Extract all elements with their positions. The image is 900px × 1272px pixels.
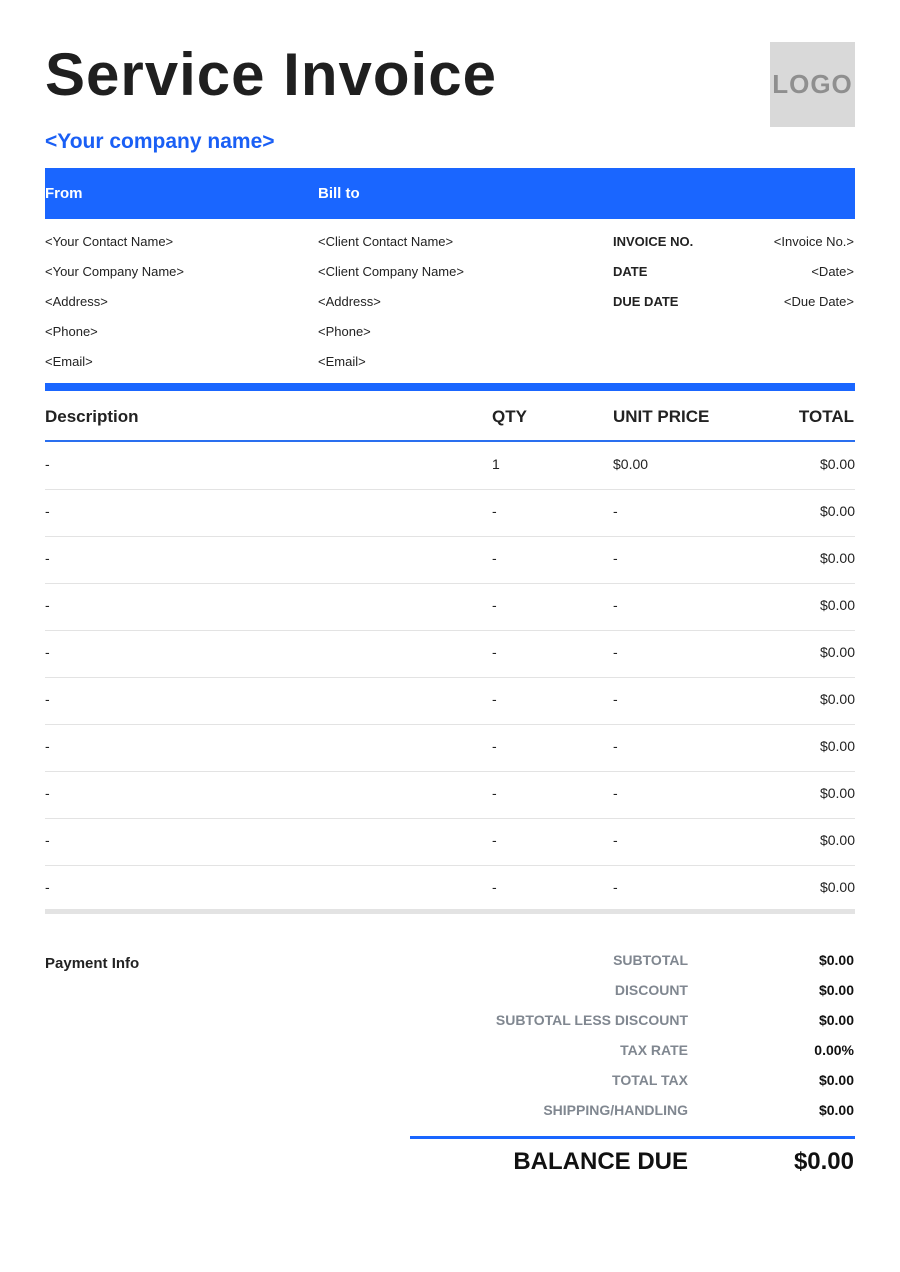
table-row (45, 865, 855, 912)
table-row (45, 677, 855, 725)
row-unit-price: - (613, 503, 618, 519)
row-unit-price: - (613, 832, 618, 848)
row-unit-price: - (613, 738, 618, 754)
row-description: - (45, 597, 50, 613)
due-date-value: <Due Date> (783, 294, 854, 309)
from-heading: From (45, 185, 83, 202)
row-qty: - (492, 597, 497, 613)
row-total: $0.00 (819, 738, 855, 754)
row-unit-price: - (613, 879, 618, 895)
payment-info-heading: Payment Info (45, 955, 140, 972)
row-qty: - (492, 879, 497, 895)
row-unit-price: - (613, 785, 618, 801)
tax-rate-label: TAX RATE (620, 1042, 688, 1058)
bill-to-phone: <Phone> (318, 324, 371, 339)
row-qty: 1 (492, 456, 500, 472)
bill-to-company: <Client Company Name> (318, 264, 464, 279)
row-qty: - (492, 644, 497, 660)
row-total: $0.00 (819, 597, 855, 613)
total-tax-label: TOTAL TAX (612, 1072, 688, 1088)
row-description: - (45, 456, 50, 472)
row-qty: - (492, 832, 497, 848)
table-row (45, 489, 855, 537)
row-total: $0.00 (819, 644, 855, 660)
subtotal-value: $0.00 (818, 952, 854, 968)
row-description: - (45, 644, 50, 660)
subtotal-label: SUBTOTAL (613, 952, 688, 968)
row-total: $0.00 (819, 456, 855, 472)
row-qty: - (492, 738, 497, 754)
row-total: $0.00 (819, 691, 855, 707)
table-bottom-divider (45, 909, 855, 914)
tax-rate-value: 0.00% (814, 1042, 854, 1058)
from-email: <Email> (45, 354, 93, 369)
row-description: - (45, 550, 50, 566)
bill-to-heading: Bill to (318, 185, 360, 202)
row-total: $0.00 (819, 785, 855, 801)
discount-value: $0.00 (818, 982, 854, 998)
row-qty: - (492, 785, 497, 801)
row-description: - (45, 738, 50, 754)
date-value: <Date> (811, 264, 854, 279)
row-qty: - (492, 550, 497, 566)
balance-due-value: $0.00 (793, 1148, 854, 1175)
shipping-handling-label: SHIPPING/HANDLING (543, 1102, 688, 1118)
row-unit-price: - (613, 644, 618, 660)
logo-placeholder: LOGO (770, 42, 855, 127)
date-label: DATE (613, 264, 648, 279)
from-address: <Address> (45, 294, 108, 309)
table-row (45, 536, 855, 584)
table-row (45, 630, 855, 678)
row-description: - (45, 785, 50, 801)
row-total: $0.00 (819, 550, 855, 566)
table-row (45, 771, 855, 819)
bill-to-address: <Address> (318, 294, 381, 309)
row-description: - (45, 832, 50, 848)
row-total: $0.00 (819, 879, 855, 895)
subtotal-less-discount-value: $0.00 (818, 1012, 854, 1028)
row-description: - (45, 691, 50, 707)
row-description: - (45, 879, 50, 895)
balance-due-label: BALANCE DUE (513, 1148, 688, 1175)
row-total: $0.00 (819, 832, 855, 848)
section-divider (45, 383, 855, 391)
party-header-bar (45, 168, 855, 219)
col-header-description: Description (45, 407, 139, 426)
due-date-label: DUE DATE (613, 294, 679, 309)
row-unit-price: - (613, 550, 618, 566)
table-row (45, 583, 855, 631)
from-phone: <Phone> (45, 324, 98, 339)
subtotal-less-discount-label: SUBTOTAL LESS DISCOUNT (495, 1012, 688, 1028)
invoice-no-value: <Invoice No.> (773, 234, 854, 249)
invoice-title: Service Invoice (45, 41, 497, 108)
row-qty: - (492, 691, 497, 707)
col-header-unit-price: UNIT PRICE (613, 407, 710, 426)
shipping-handling-value: $0.00 (818, 1102, 854, 1118)
total-tax-value: $0.00 (818, 1072, 854, 1088)
from-contact: <Your Contact Name> (45, 234, 174, 249)
row-description: - (45, 503, 50, 519)
invoice-no-label: INVOICE NO. (613, 234, 694, 249)
table-row (45, 442, 855, 490)
from-company: <Your Company Name> (45, 264, 184, 279)
balance-divider (410, 1136, 855, 1139)
row-unit-price: - (613, 597, 618, 613)
table-row (45, 724, 855, 772)
company-name: <Your company name> (45, 130, 275, 153)
bill-to-email: <Email> (318, 354, 366, 369)
row-qty: - (492, 503, 497, 519)
row-unit-price: - (613, 691, 618, 707)
discount-label: DISCOUNT (614, 982, 688, 998)
col-header-total: TOTAL (798, 407, 854, 426)
table-row (45, 818, 855, 866)
col-header-qty: QTY (492, 407, 527, 426)
bill-to-contact: <Client Contact Name> (318, 234, 454, 249)
row-total: $0.00 (819, 503, 855, 519)
row-unit-price: $0.00 (613, 456, 649, 472)
